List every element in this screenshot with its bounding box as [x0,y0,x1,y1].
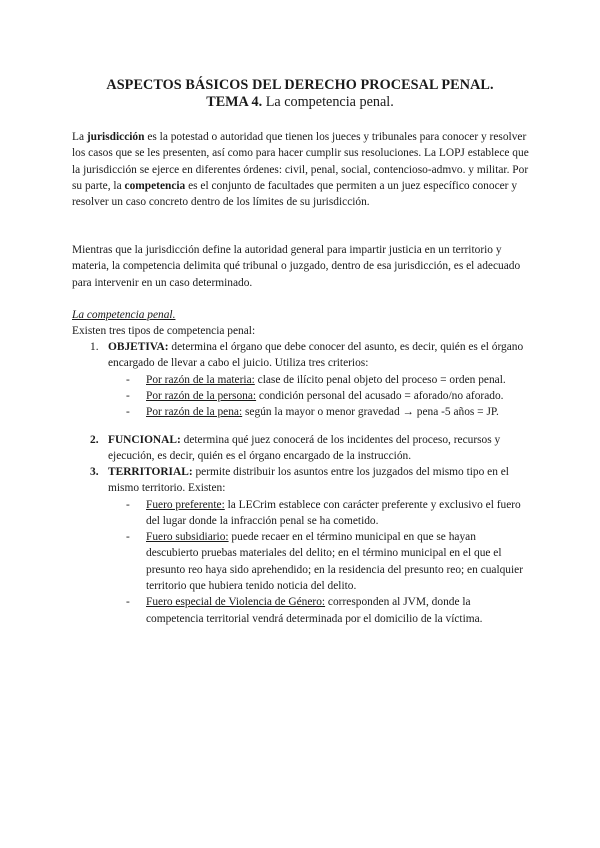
paragraph-jurisdiccion [72,129,532,210]
list-item-funcional [90,432,526,465]
item-description: determina el órgano que debe conocer del asunto, es decir, quién es el órgano encargado de llevar a cabo el juicio. Utiliza tres criterios: [108,341,524,370]
dash-bullet: - [126,596,130,609]
sub-item-label: Por razón de la persona: [146,389,257,402]
item-label: OBJETIVA: [108,341,169,353]
item-number: 1. [90,341,99,353]
document-title: ASPECTOS BÁSICOS DEL DERECHO PROCESAL PENAL. [106,77,494,93]
dash-bullet: - [126,498,130,511]
sub-item-label: Fuero especial de Violencia de Género: [146,596,326,609]
sub-item [108,529,526,594]
subtitle-text: La competencia penal. [262,94,394,110]
sub-item [108,594,526,627]
sub-item-label: Por razón de la pena: [146,406,243,419]
dash-bullet: - [126,531,130,544]
sub-item [108,388,526,404]
item-number: 2. [90,434,99,446]
sub-item-text: corresponden al JVM, donde la competencia territorial vendrá determinada por el domicilio de la víctima. [146,596,483,625]
document-subtitle [0,94,600,111]
sub-item-text: condición personal del acusado = aforado/no aforado. [256,389,504,402]
list-item-territorial [90,464,526,627]
sub-item-label: Fuero subsidiario: [146,531,229,544]
sub-item [108,404,526,420]
sub-item-text: puede recaer en el término municipal en que se hayan descubierto pruebas materiales del delito; en el término municipal en el que el presunto reo haya sido aprehendido; en la residencia del presunto reo; en cualquier territorio que hubiera tenido noticia del delito. [146,531,524,593]
sub-item [108,372,526,388]
item-description: permite distribuir los asuntos entre los juzgados del mismo tipo en el mismo territorio. Existen: [108,466,509,495]
subtitle-tema: TEMA 4. [206,94,263,110]
item-description: determina qué juez conocerá de los incidentes del proceso, recursos y ejecución, es decir, quién es el órgano encargado de la instrucción. [108,434,501,463]
section-intro: Existen tres tipos de competencia penal: [72,325,256,337]
p1-text-c: es la potestad o autoridad que tienen los jueces y tribunales para conocer y resolver los casos que se les presenten, así como para hacer cumplir sus resoluciones. La LOPJ establece que la jurisdicción se ejerce en diferentes órdenes: civil, penal, social, contencioso-admvo. y militar. Por su parte, la [72,131,529,192]
sub-item-label: Por razón de la materia: [146,373,255,386]
dash-bullet: - [126,406,130,419]
p1-text-a: La [72,131,87,143]
item-text [108,339,526,372]
term-competencia: competencia [124,179,186,192]
item-text [108,432,526,465]
list-item-objetiva [90,339,526,420]
term-jurisdiccion: jurisdicción [86,131,145,143]
sub-item-text: la LECrim establece con carácter preferente y exclusivo el fuero del lugar donde la infracción penal se ha cometido. [146,498,521,527]
item-label: TERRITORIAL: [108,466,193,478]
section-title: La competencia penal. [72,309,176,321]
sub-item-text: según la mayor o menor gravedad → pena -5 años = JP. [242,406,499,419]
item-number: 3. [90,466,99,478]
item-label: FUNCIONAL: [108,434,181,446]
sub-item-label: Fuero preferente: [146,498,225,511]
item-text [108,464,526,497]
dash-bullet: - [126,373,130,386]
sub-item-text: clase de ilícito penal objeto del proceso = orden penal. [254,373,506,386]
dash-bullet: - [126,389,130,402]
p1-text-e: es el conjunto de facultades que permiten a un juez específico conocer y resolver un caso concreto dentro de los límites de su jurisdicción. [72,179,518,209]
sub-item [108,497,526,530]
paragraph-diferencia: Mientras que la jurisdicción define la autoridad general para impartir justicia en un territorio y materia, la competencia delimita qué tribunal o juzgado, dentro de esa jurisdicción, es el adecuado para intervenir en un caso determinado. [72,244,521,289]
